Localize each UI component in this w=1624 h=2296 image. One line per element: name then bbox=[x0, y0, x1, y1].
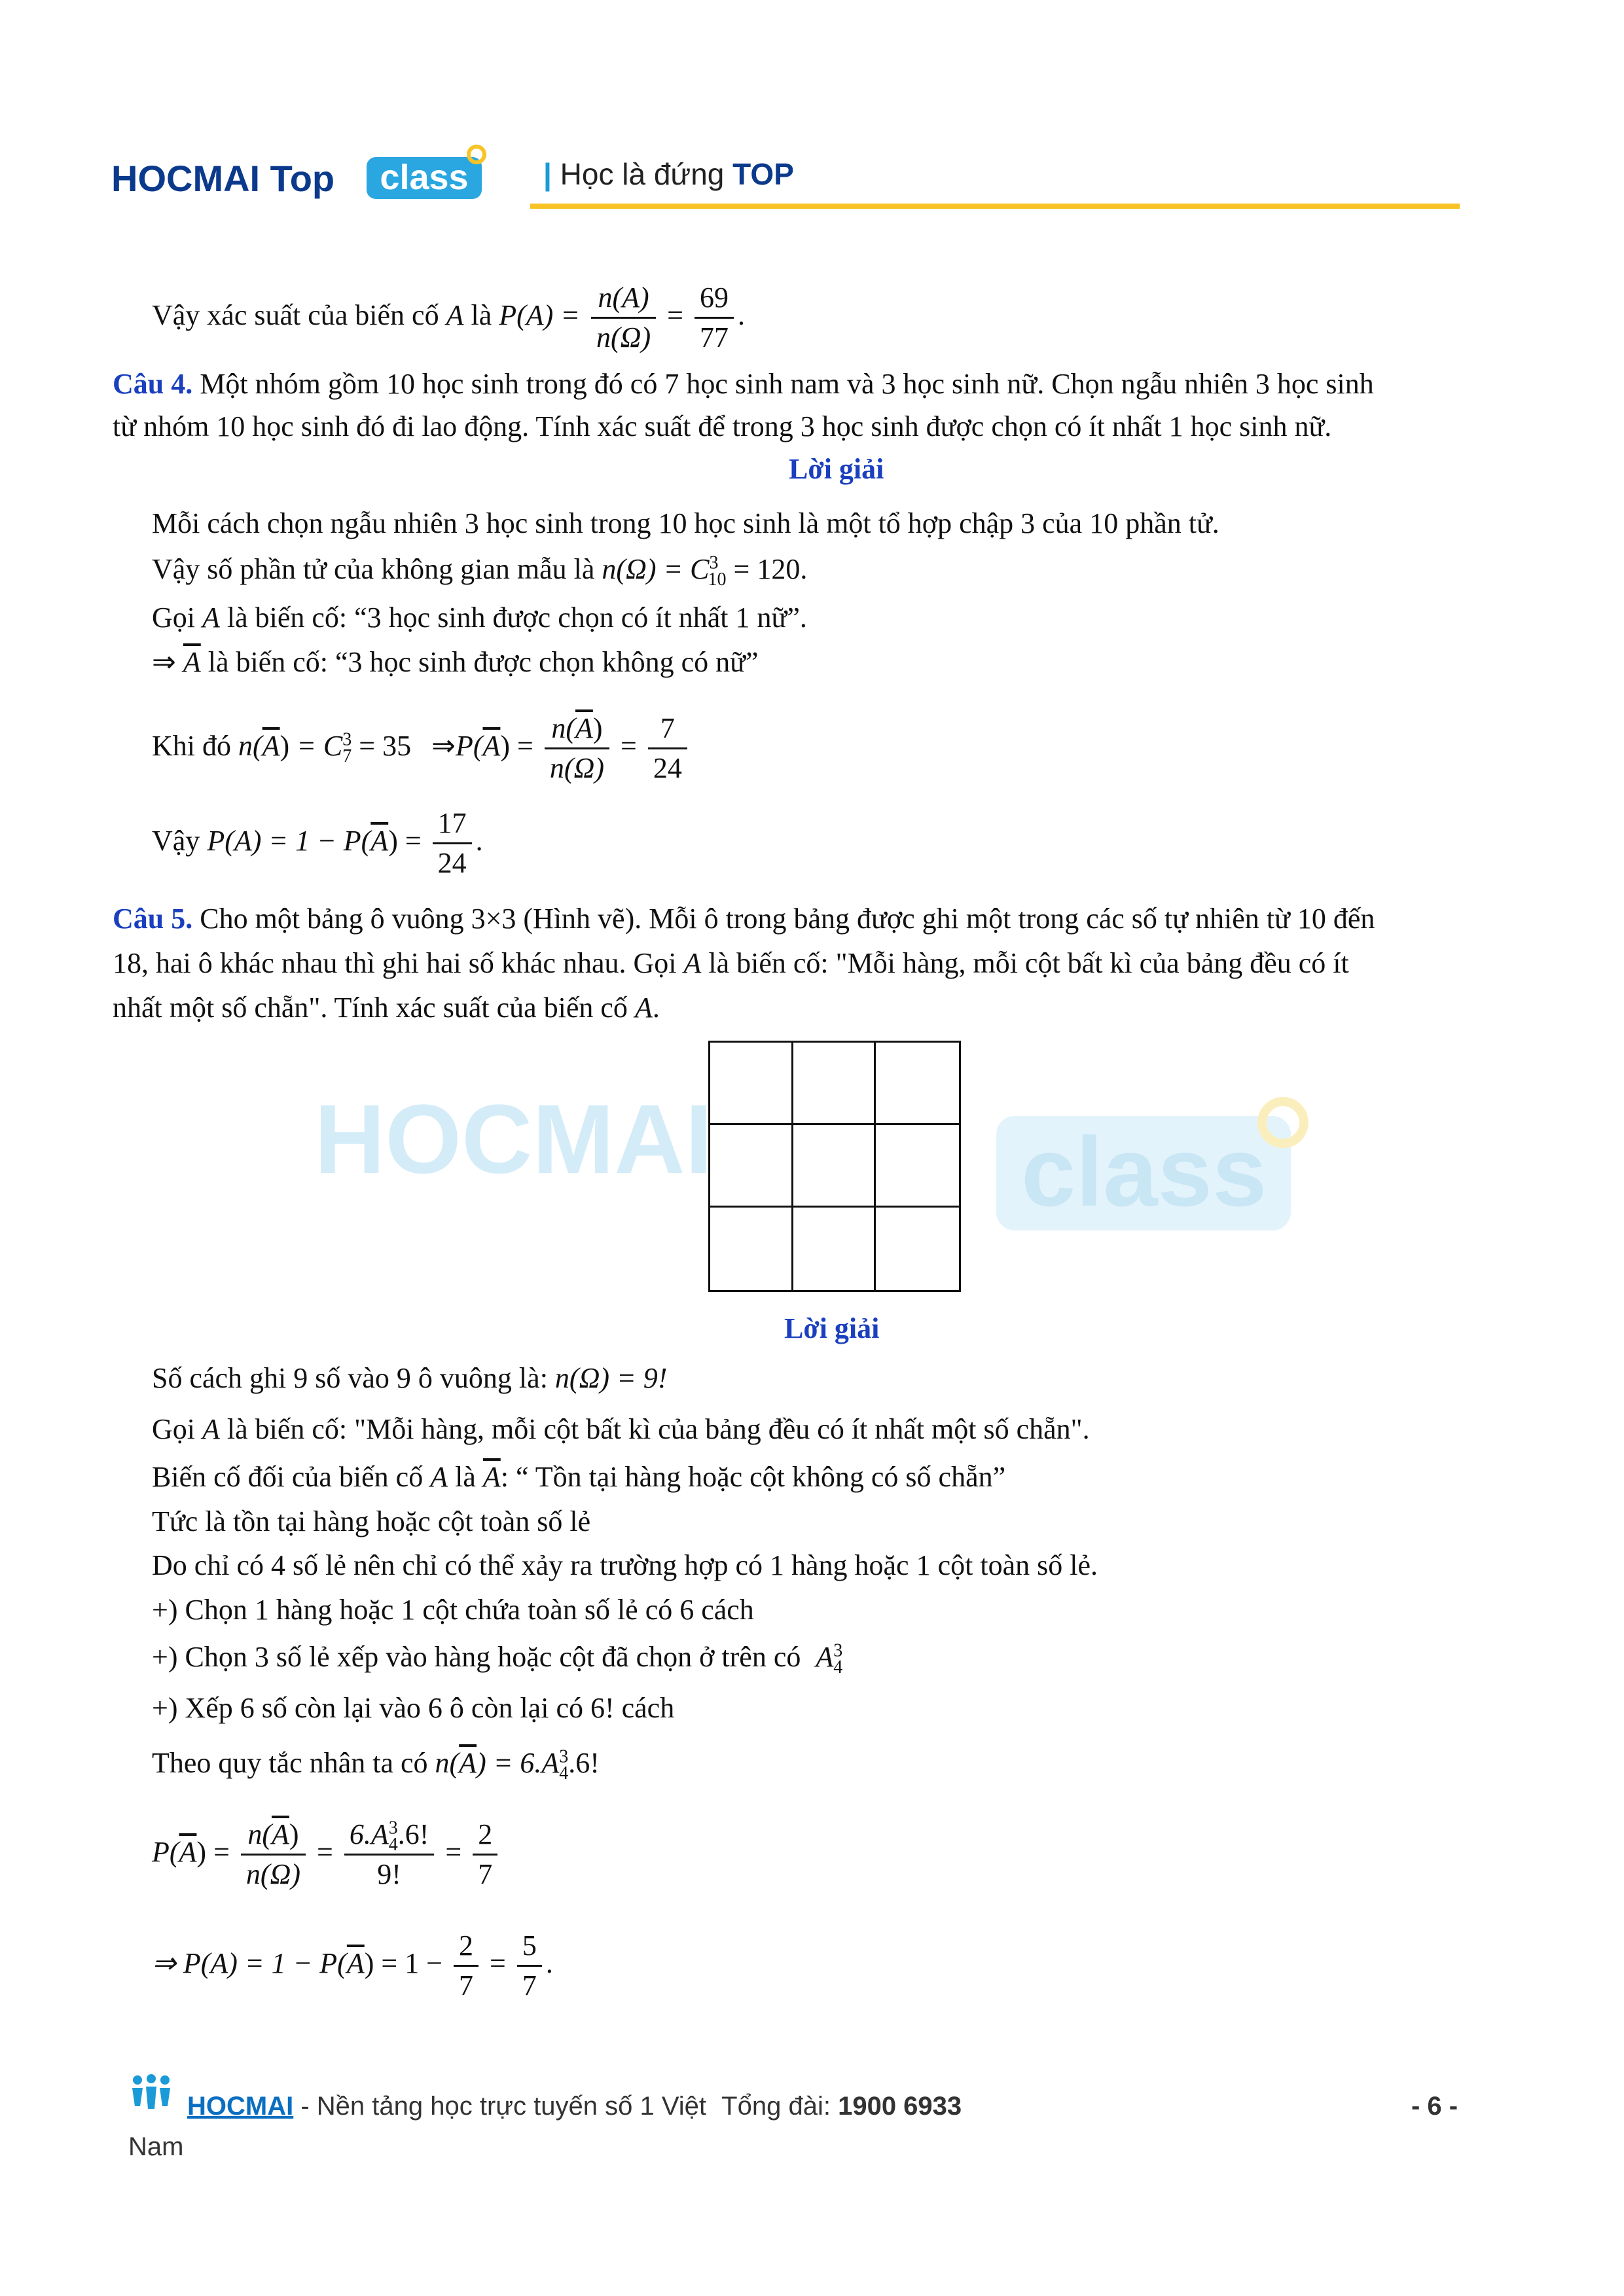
var-a-complement: $\overline{A}$ bbox=[482, 730, 501, 762]
text: +) Xếp 6 số còn lại vào 6 ô còn lại có bbox=[152, 1692, 583, 1724]
header-underline bbox=[530, 204, 1460, 209]
dot: . bbox=[737, 299, 745, 331]
numerator: 5 bbox=[517, 1927, 542, 1967]
math: ) = 6.A bbox=[477, 1747, 560, 1779]
grid-cell bbox=[710, 1043, 793, 1125]
denominator: 7 bbox=[459, 1969, 474, 2002]
dot: . bbox=[545, 1947, 553, 1979]
var-a-complement: $\overline{A}$ bbox=[482, 1461, 501, 1493]
numerator: 2 bbox=[454, 1927, 478, 1967]
math: n( bbox=[435, 1747, 460, 1779]
grid-cell bbox=[793, 1208, 876, 1290]
question-5-line-2 bbox=[113, 942, 1349, 984]
brand-hocmai: HOCMAI bbox=[111, 158, 261, 199]
numerator: 69 bbox=[695, 279, 734, 319]
text: Cho một bảng ô vuông bbox=[200, 903, 464, 935]
math: 6! bbox=[590, 1692, 615, 1724]
sup: 3 bbox=[388, 1818, 398, 1839]
sup: 3 bbox=[559, 1746, 569, 1767]
s5-line-11 bbox=[152, 1918, 553, 2009]
text: nhất một số chẵn". Tính xác suất của biến cố bbox=[113, 992, 628, 1024]
grid-cell bbox=[876, 1125, 959, 1208]
question-5-line-1 bbox=[113, 898, 1375, 940]
s5-line-6: +) Chọn 1 hàng hoặc 1 cột chứa toàn số lẻ có 6 cách bbox=[152, 1594, 754, 1626]
var-a: A bbox=[634, 992, 653, 1024]
math: n(Ω) = C bbox=[602, 553, 710, 585]
sup: 3 bbox=[709, 552, 719, 573]
math: = C bbox=[289, 730, 343, 762]
arrow: ⇒ bbox=[431, 730, 456, 762]
math: P( bbox=[455, 730, 483, 762]
footer-hotline: 1900 6933 bbox=[838, 2092, 962, 2121]
text: Số cách ghi 9 số vào 9 ô vuông là: bbox=[152, 1362, 548, 1394]
slogan-text: Học là đứng bbox=[560, 157, 725, 191]
dot: . bbox=[652, 992, 660, 1024]
s4-line-4 bbox=[152, 641, 759, 683]
denominator: 77 bbox=[699, 321, 729, 354]
solution-label-4: Lời giải bbox=[789, 453, 884, 485]
fraction bbox=[344, 1816, 435, 1893]
s5-line-9 bbox=[152, 1742, 600, 1784]
fraction bbox=[433, 804, 472, 882]
question-5-line-3 bbox=[113, 987, 660, 1029]
var-a-complement: $\overline{A}$ bbox=[183, 646, 201, 678]
numerator-close: ) bbox=[592, 712, 603, 745]
grid-cell bbox=[710, 1208, 793, 1290]
text: Gọi bbox=[152, 1413, 195, 1445]
footer-hotline-label: Tổng đài: bbox=[721, 2092, 831, 2121]
fraction bbox=[454, 1927, 478, 2005]
footer bbox=[187, 2088, 962, 2125]
s4-line-5 bbox=[152, 700, 691, 792]
text: là biến cố: “3 học sinh được chọn có ít nhất 1 nữ”. bbox=[226, 601, 807, 634]
math: 10 bbox=[1297, 903, 1326, 935]
equals: = bbox=[490, 1947, 506, 1979]
sub: 4 bbox=[388, 1835, 398, 1856]
text: đến bbox=[1333, 903, 1375, 935]
numerator: 6.A bbox=[349, 1818, 389, 1851]
math: n(Ω) = 9! bbox=[554, 1362, 668, 1394]
equals: = bbox=[667, 299, 683, 331]
s4-line-2 bbox=[152, 548, 807, 590]
numerator-end: .6! bbox=[397, 1818, 429, 1851]
numerator: n( bbox=[551, 712, 575, 745]
denominator: 7 bbox=[522, 1969, 537, 2002]
math: P( bbox=[152, 1836, 179, 1868]
denominator: 7 bbox=[478, 1858, 493, 1891]
math: 3×3 bbox=[471, 903, 516, 935]
math: ) = bbox=[388, 825, 422, 857]
text: Vậy số phần tử của không gian mẫu là bbox=[152, 553, 595, 585]
text: : “ Tồn tại hàng hoặc cột không có số chẵn” bbox=[500, 1461, 1006, 1493]
var-a-complement: $\overline{A}$ bbox=[459, 1747, 477, 1779]
sub: 4 bbox=[559, 1763, 569, 1784]
header-slogan bbox=[543, 154, 794, 194]
grid-cell bbox=[793, 1043, 876, 1125]
math: A bbox=[816, 1641, 834, 1673]
numerator-close: ) bbox=[289, 1818, 299, 1851]
numerator: 17 bbox=[433, 804, 472, 844]
s5-line-1 bbox=[152, 1357, 667, 1399]
math: ) bbox=[280, 730, 290, 762]
text: Vậy xác suất của biến cố bbox=[152, 299, 439, 331]
var-a: A bbox=[683, 947, 702, 979]
arrow: ⇒ bbox=[152, 646, 176, 678]
header-brand bbox=[111, 156, 334, 202]
s5-line-2 bbox=[152, 1408, 1090, 1450]
numerator: 7 bbox=[648, 709, 687, 749]
fraction bbox=[648, 709, 687, 787]
math: ⇒ P(A) = 1 − P( bbox=[152, 1947, 347, 1979]
s5-line-10 bbox=[152, 1806, 501, 1898]
fraction bbox=[473, 1816, 497, 1893]
equals: = bbox=[517, 730, 533, 762]
s5-line-5: Do chỉ có 4 số lẻ nên chỉ có thể xảy ra trường hợp có 1 hàng hoặc 1 cột toàn số lẻ. bbox=[152, 1549, 1098, 1581]
text: Khi đó bbox=[152, 730, 231, 762]
math: ) = 1 − bbox=[364, 1947, 443, 1979]
text: Gọi bbox=[152, 601, 195, 634]
slogan-separator: | bbox=[543, 157, 552, 191]
grid-cell bbox=[710, 1125, 793, 1208]
numerator-var: $\overline{A}$ bbox=[575, 712, 593, 745]
denominator: n(Ω) bbox=[245, 1858, 301, 1891]
text: Vậy bbox=[152, 825, 200, 857]
math: = 35 bbox=[352, 730, 412, 762]
brand-top: Top bbox=[270, 158, 335, 199]
equals: = bbox=[620, 730, 637, 762]
text: là biến cố: "Mỗi hàng, mỗi cột bất kì của bảng đều có ít bbox=[708, 947, 1349, 979]
numerator: 2 bbox=[473, 1816, 497, 1856]
equals: = bbox=[445, 1836, 462, 1868]
var-a-complement: $\overline{A}$ bbox=[262, 730, 280, 762]
s5-line-4: Tức là tồn tại hàng hoặc cột toàn số lẻ bbox=[152, 1505, 591, 1537]
text: cách bbox=[621, 1692, 675, 1724]
math: ) bbox=[500, 730, 511, 762]
var-a-complement: $\overline{A}$ bbox=[370, 825, 389, 857]
math: ) = bbox=[196, 1836, 230, 1868]
denominator: 24 bbox=[437, 847, 467, 880]
numerator: n( bbox=[247, 1818, 272, 1851]
s4-line-6 bbox=[152, 795, 483, 887]
var-a: A bbox=[446, 299, 464, 331]
question-4-line-1 bbox=[113, 363, 1374, 405]
footer-dash: - bbox=[293, 2092, 317, 2121]
footer-nam: Nam bbox=[128, 2132, 184, 2161]
question-4-line-2: từ nhóm 10 học sinh đó đi lao động. Tính xác suất để trong 3 học sinh được chọn có ít nhất 1 học sinh nữ. bbox=[113, 410, 1332, 442]
denominator: n(Ω) bbox=[596, 321, 651, 354]
s5-line-7 bbox=[152, 1636, 842, 1678]
text: là biến cố: "Mỗi hàng, mỗi cột bất kì của bảng đều có ít nhất một số chẵn". bbox=[226, 1413, 1090, 1445]
text: Biến cố đối của biến cố bbox=[152, 1461, 424, 1493]
fraction bbox=[545, 709, 609, 787]
footer-logo-link[interactable]: HOCMAI bbox=[187, 2092, 294, 2121]
sun-icon bbox=[462, 140, 491, 169]
denominator: 9! bbox=[377, 1858, 401, 1891]
sub: 4 bbox=[833, 1657, 843, 1677]
text: Một nhóm gồm 10 học sinh trong đó có 7 học sinh nam và 3 học sinh nữ. Chọn ngẫu nhiên 3 học sinh bbox=[200, 368, 1374, 400]
dot: . bbox=[475, 825, 483, 857]
s4-line-3 bbox=[152, 597, 807, 639]
grid-3x3 bbox=[708, 1041, 961, 1292]
text: là biến cố: “3 học sinh được chọn không có nữ” bbox=[208, 646, 759, 678]
numerator: n(A) bbox=[598, 281, 649, 314]
s5-line-8 bbox=[152, 1687, 674, 1729]
conclusion-line bbox=[152, 270, 745, 361]
watermark-hocmai: HOCMAI bbox=[314, 1084, 713, 1194]
var-a: A bbox=[430, 1461, 448, 1493]
sub: 7 bbox=[342, 745, 352, 766]
var-a-complement: $\overline{A}$ bbox=[346, 1947, 365, 1979]
grid-cell bbox=[876, 1043, 959, 1125]
fraction bbox=[591, 279, 656, 357]
denominator: 24 bbox=[653, 752, 682, 785]
math: P(A) = 1 − P( bbox=[207, 825, 371, 857]
numerator-var: $\overline{A}$ bbox=[272, 1818, 289, 1851]
text: là bbox=[455, 1461, 476, 1493]
sub: 10 bbox=[708, 569, 727, 590]
sup: 3 bbox=[342, 729, 352, 750]
question-4-label: Câu 4. bbox=[113, 368, 193, 400]
math: P(A) = bbox=[499, 299, 580, 331]
footer-tagline: Nền tảng học trực tuyến số 1 Việt bbox=[316, 2092, 707, 2121]
watermark bbox=[314, 1080, 712, 1198]
fraction bbox=[241, 1816, 306, 1893]
hocmai-logo-icon bbox=[128, 2073, 174, 2114]
page-number: - 6 - bbox=[1411, 2092, 1458, 2121]
denominator: n(Ω) bbox=[549, 752, 604, 785]
fraction bbox=[517, 1927, 542, 2005]
fraction bbox=[695, 279, 734, 357]
solution-label-5: Lời giải bbox=[784, 1312, 880, 1344]
sup: 3 bbox=[833, 1640, 843, 1661]
text: +) Chọn 3 số lẻ xếp vào hàng hoặc cột đã chọn ở trên có bbox=[152, 1641, 801, 1673]
text: , hai ô khác nhau thì ghi hai số khác nhau. Gọi bbox=[141, 947, 677, 979]
math: .6! bbox=[568, 1747, 600, 1779]
equals: = bbox=[317, 1836, 333, 1868]
slogan-top: TOP bbox=[732, 157, 794, 191]
math: n( bbox=[238, 730, 262, 762]
var-a: A bbox=[202, 1413, 220, 1445]
s4-line-1: Mỗi cách chọn ngẫu nhiên 3 học sinh trong 10 học sinh là một tổ hợp chập 3 của 10 phần tử. bbox=[152, 507, 1219, 539]
var-a-complement: $\overline{A}$ bbox=[179, 1836, 197, 1868]
grid-cell bbox=[876, 1208, 959, 1290]
watermark-class: class bbox=[1021, 1117, 1267, 1227]
var-a: A bbox=[202, 601, 220, 634]
math: = 120. bbox=[726, 553, 808, 585]
s5-line-3 bbox=[152, 1456, 1005, 1498]
grid-cell bbox=[793, 1125, 876, 1208]
question-5-label: Câu 5. bbox=[113, 903, 193, 935]
math: 18 bbox=[113, 947, 141, 979]
text: Theo quy tắc nhân ta có bbox=[152, 1747, 428, 1779]
text: (Hình vẽ). Mỗi ô trong bảng được ghi một trong các số tự nhiên từ bbox=[523, 903, 1290, 935]
text: là bbox=[471, 299, 492, 331]
brand-class-label: class bbox=[380, 158, 469, 197]
watermark-sun-icon bbox=[1247, 1086, 1319, 1158]
